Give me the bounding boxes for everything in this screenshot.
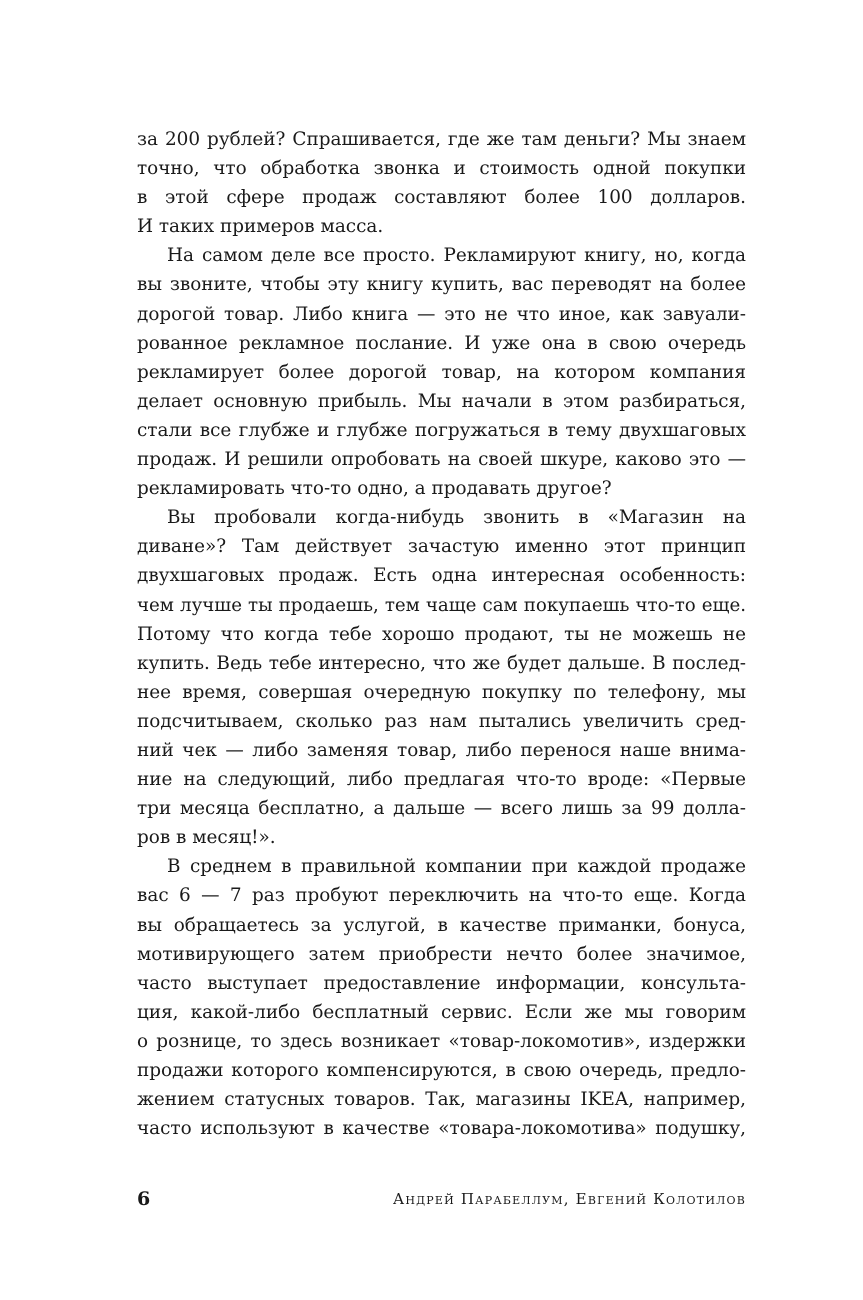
text-line: продажи которого компенсируются, в свою очередь, предло-	[137, 1060, 746, 1081]
paragraph	[137, 241, 746, 503]
paragraph	[137, 503, 746, 852]
page-number: 6	[137, 1188, 151, 1210]
text-line: в этой сфере продаж составляют более 100 долларов.	[137, 187, 746, 209]
text-line: часто используют в качестве «товара-локомотива» подушку,	[137, 1118, 746, 1140]
text-line: за 200 рублей? Спрашивается, где же там деньги? Мы знаем	[137, 129, 746, 150]
text-line: купить. Ведь тебе интересно, что же будет дальше. В послед-	[137, 652, 746, 674]
text-line: вы звоните, чтобы эту книгу купить, вас переводят на более	[137, 274, 746, 296]
paragraph	[137, 852, 746, 1143]
text-line: рекламировать что-то одно, а продавать другое?	[137, 478, 612, 500]
text-line: диване»? Там действует зачастую именно этот принцип	[137, 536, 746, 558]
text-line: мотивирующего затем приобрести нечто более значимое,	[137, 943, 746, 965]
text-line: вы обращаетесь за услугой, в качестве приманки, бонуса,	[137, 914, 746, 936]
text-line: о рознице, то здесь возникает «товар-локомотив», издержки	[137, 1030, 746, 1052]
text-line: стали все глубже и глубже погружаться в тему двухшаговых	[137, 419, 746, 441]
text-line: И таких примеров масса.	[137, 216, 384, 238]
text-line: ний чек — либо заменяя товар, либо перенося наше внима-	[137, 739, 746, 761]
text-line: точно, что обработка звонка и стоимость одной покупки	[137, 158, 746, 180]
text-line: Потому что когда тебе хорошо продают, ты не можешь не	[137, 623, 746, 645]
running-head: Андрей Парабеллум, Евгений Колотилов	[392, 1190, 746, 1208]
text-line: подсчитываем, сколько раз нам пытались увеличить сред-	[137, 710, 746, 732]
text-line: дорогой товар. Либо книга — это не что иное, как завуали-	[137, 303, 746, 325]
text-line: На самом деле все просто. Рекламируют книгу, но, когда	[167, 245, 746, 267]
text-line: ров в месяц!».	[137, 827, 276, 849]
text-line: В среднем в правильной компании при каждой продаже	[167, 856, 746, 878]
text-line: вас 6 — 7 раз пробуют переключить на что-то еще. Когда	[137, 885, 746, 907]
text-line: Вы пробовали когда-нибудь звонить в «Магазин на	[167, 507, 746, 529]
text-line: три месяца бесплатно, а дальше — всего лишь за 99 долла-	[137, 798, 746, 820]
text-line: ние на следующий, либо предлагая что-то вроде: «Первые	[137, 769, 746, 791]
text-line: нее время, совершая очередную покупку по телефону, мы	[137, 681, 746, 703]
page-body-text	[137, 125, 746, 1143]
text-line: жением статусных товаров. Так, магазины IKEA, например,	[137, 1089, 746, 1111]
text-line: чем лучше ты продаешь, тем чаще сам покупаешь что-то еще.	[137, 594, 746, 616]
text-line: рованное рекламное послание. И уже она в свою очередь	[137, 332, 746, 354]
text-line: ция, какой-либо бесплатный сервис. Если же мы говорим	[137, 1001, 746, 1023]
text-line: двухшаговых продаж. Есть одна интересная особенность:	[137, 565, 746, 587]
paragraph	[137, 125, 746, 241]
text-line: часто выступает предоставление информации, консульта-	[137, 972, 746, 994]
text-line: делает основную прибыль. Мы начали в этом разбираться,	[137, 390, 746, 412]
text-line: продаж. И решили опробовать на своей шкуре, каково это —	[137, 449, 746, 471]
text-line: рекламирует более дорогой товар, на котором компания	[137, 361, 746, 383]
page-footer	[137, 1188, 746, 1212]
